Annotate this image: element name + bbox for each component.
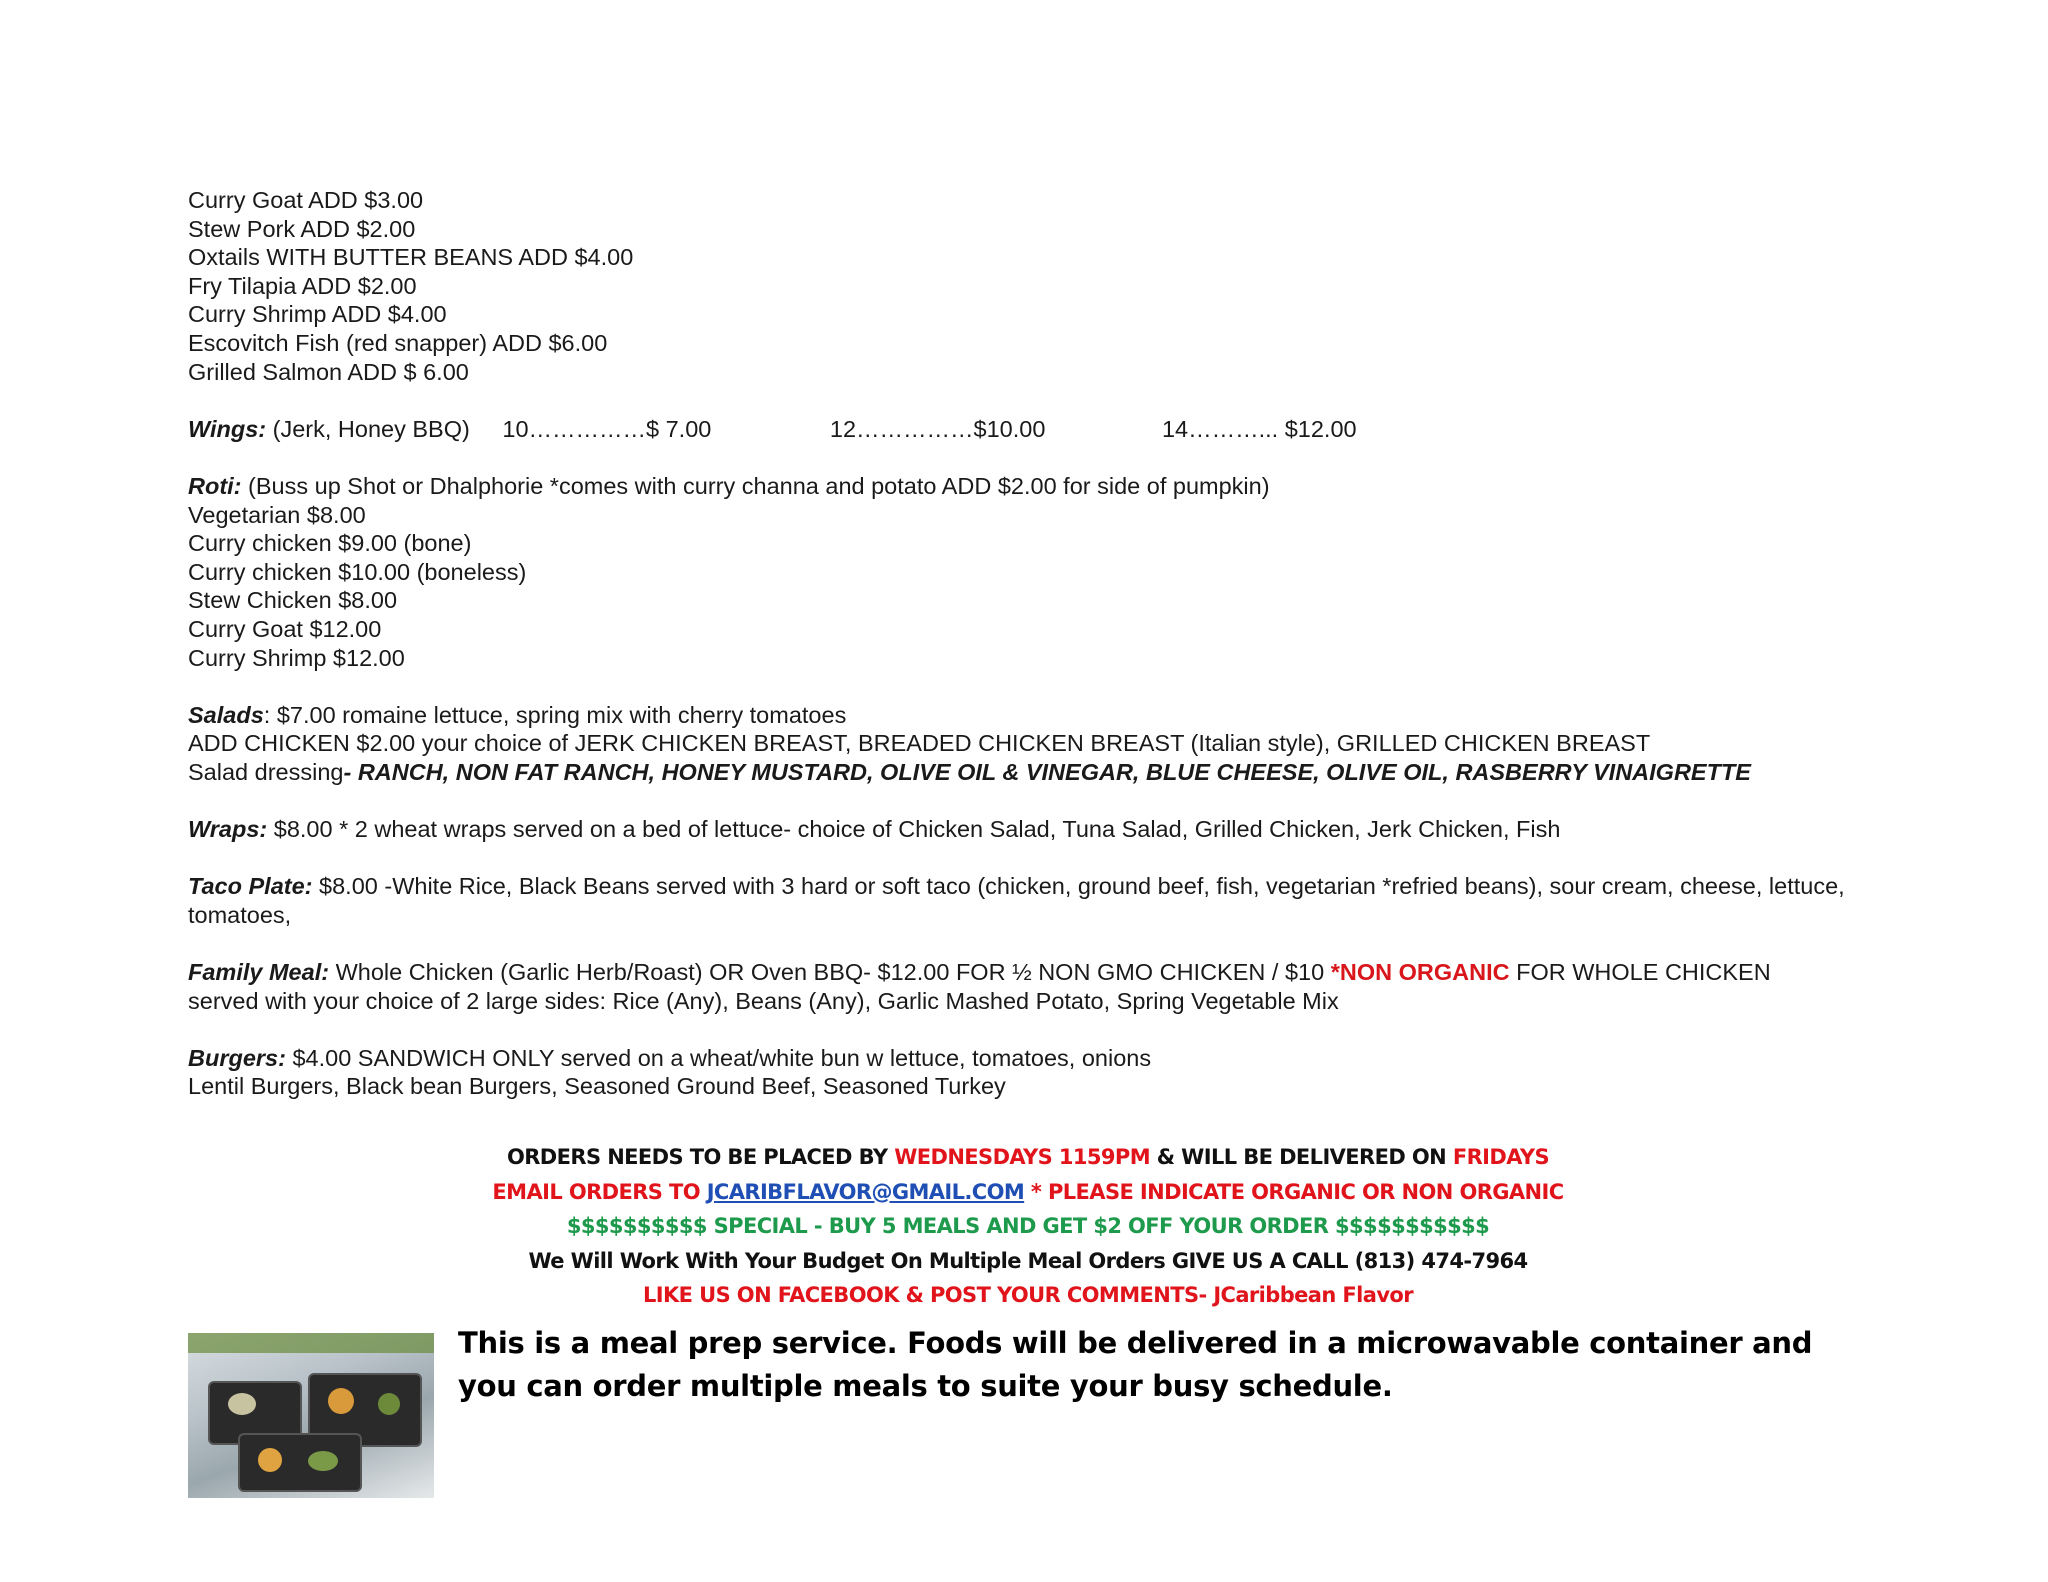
- addon-item: Stew Pork ADD $2.00: [188, 215, 416, 242]
- wings-desc: (Jerk, Honey BBQ): [266, 415, 470, 442]
- family-meal-line: [188, 958, 1908, 987]
- taco-desc: $8.00 -White Rice, Black Beans served with 3 hard or soft taco (chicken, ground beef, fish, vegetarian *refried beans), sour cream, cheese, lettuce, tomatoes,: [188, 873, 1845, 928]
- taco-label: Taco Plate:: [188, 873, 313, 900]
- salads-add-chicken: ADD CHICKEN $2.00 your choice of JERK CHICKEN BREAST, BREADED CHICKEN BREAST (Italian style), GRILLED CHICKEN BREAST: [188, 730, 1651, 757]
- email-label: EMAIL ORDERS TO: [492, 1179, 707, 1204]
- family-meal-desc: Whole Chicken (Garlic Herb/Roast) OR Oven BBQ- $12.00 FOR ½ NON GMO CHICKEN / $10: [329, 959, 1331, 986]
- addon-item: Curry Shrimp ADD $4.00: [188, 301, 447, 328]
- wraps-label: Wraps:: [188, 816, 268, 843]
- taco-line: [188, 872, 1908, 929]
- addon-item: Oxtails WITH BUTTER BEANS ADD $4.00: [188, 244, 634, 271]
- addon-item: Escovitch Fish (red snapper) ADD $6.00: [188, 329, 608, 356]
- salad-dressing-line: [188, 758, 1908, 787]
- burgers-label: Burgers:: [188, 1044, 286, 1071]
- wings-option-14: 14………... $12.00: [1161, 415, 1357, 442]
- order-deadline-text: ORDERS NEEDS TO BE PLACED BY: [506, 1145, 895, 1169]
- family-meal-label: Family Meal:: [188, 959, 330, 986]
- phone-line: We Will Work With Your Budget On Multiple Meal Orders GIVE US A CALL (813) 474-7964: [528, 1248, 1528, 1273]
- roti-desc: (Buss up Shot or Dhalphorie *comes with curry channa and potato ADD $2.00 for side of pumpkin): [241, 472, 1270, 499]
- wings-line: [188, 415, 1908, 444]
- roti-item: Curry chicken $10.00 (boneless): [188, 558, 527, 585]
- email-link[interactable]: JCARIBFLAVOR@GMAIL.COM: [706, 1179, 1025, 1204]
- burgers-desc: $4.00 SANDWICH ONLY served on a wheat/white bun w lettuce, tomatoes, onions: [285, 1044, 1152, 1071]
- roti-item: Stew Chicken $8.00: [188, 587, 398, 614]
- roti-item: Curry Shrimp $12.00: [188, 644, 405, 671]
- roti-label: Roti:: [188, 472, 242, 499]
- non-organic-highlight: *NON ORGANIC: [1330, 959, 1510, 986]
- order-deadline-line: [188, 1140, 1868, 1175]
- facebook-line: LIKE US ON FACEBOOK & POST YOUR COMMENTS- JCaribbean Flavor: [643, 1283, 1413, 1307]
- wraps-line: [188, 815, 1908, 844]
- addon-item: Curry Goat ADD $3.00: [188, 187, 424, 213]
- wings-option-12: 12……………$10.00: [829, 415, 1046, 442]
- roti-item: Vegetarian $8.00: [188, 501, 366, 528]
- burgers-options: Lentil Burgers, Black bean Burgers, Seasoned Ground Beef, Seasoned Turkey: [188, 1073, 1006, 1100]
- special-line: $$$$$$$$$$ SPECIAL - BUY 5 MEALS AND GET $2 OFF YOUR ORDER $$$$$$$$$$$: [566, 1214, 1490, 1238]
- roti-line: [188, 472, 1908, 501]
- family-meal-desc-end: FOR WHOLE CHICKEN: [1509, 959, 1771, 986]
- wraps-desc: $8.00 * 2 wheat wraps served on a bed of lettuce- choice of Chicken Salad, Tuna Salad, Grilled Chicken, Jerk Chicken, Fish: [267, 816, 1561, 843]
- order-info-block: [188, 1140, 1868, 1313]
- burgers-line: [188, 1044, 1908, 1073]
- email-line: [188, 1175, 1868, 1210]
- delivery-day: FRIDAYS: [1452, 1145, 1549, 1169]
- salad-dressing-label: Salad dressing: [188, 758, 344, 785]
- addon-item: Grilled Salmon ADD $ 6.00: [188, 358, 469, 385]
- salads-label: Salads: [188, 701, 264, 728]
- order-deadline-day: WEDNESDAYS 1159PM: [894, 1145, 1151, 1169]
- promo-text: This is a meal prep service. Foods will be delivered in a microwavable container and you can order multiple meals to suite your busy schedule.: [458, 1326, 1813, 1403]
- meal-prep-photo: [188, 1333, 434, 1498]
- salads-desc: : $7.00 romaine lettuce, spring mix with cherry tomatoes: [263, 701, 847, 728]
- roti-item: Curry Goat $12.00: [188, 615, 382, 642]
- salad-dressing-list: - RANCH, NON FAT RANCH, HONEY MUSTARD, OLIVE OIL & VINEGAR, BLUE CHEESE, OLIVE OIL, RASBERRY VINAIGRETTE: [343, 758, 1751, 785]
- wings-label: Wings:: [188, 415, 267, 442]
- addon-item: Fry Tilapia ADD $2.00: [188, 272, 417, 299]
- organic-note: * PLEASE INDICATE ORGANIC OR NON ORGANIC: [1024, 1179, 1564, 1204]
- roti-item: Curry chicken $9.00 (bone): [188, 530, 472, 557]
- menu-body: [188, 186, 1908, 1101]
- salads-line: [188, 701, 1908, 730]
- family-meal-sides: served with your choice of 2 large sides: Rice (Any), Beans (Any), Garlic Mashed Potato, Spring Vegetable Mix: [188, 987, 1339, 1014]
- wings-option-10: 10……………$ 7.00: [502, 415, 712, 442]
- delivery-text: & WILL BE DELIVERED ON: [1150, 1145, 1453, 1169]
